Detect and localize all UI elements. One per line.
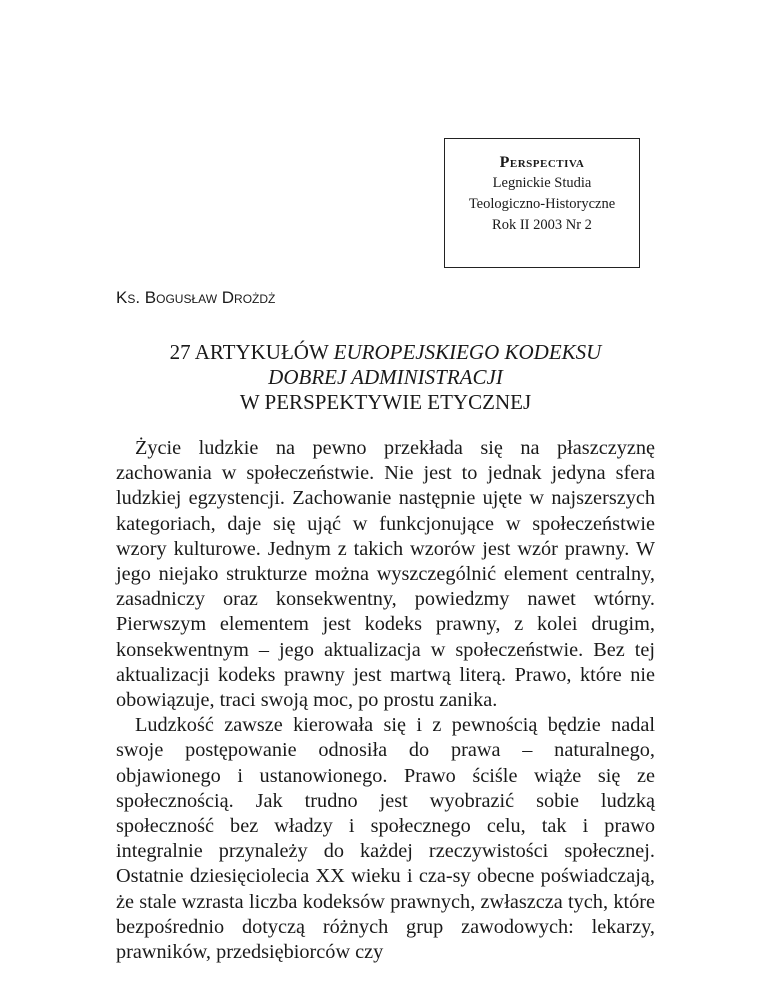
journal-issue-line: Rok II 2003 Nr 2 (492, 217, 592, 233)
article-title (116, 340, 655, 415)
title-text: 27 ARTYKUŁÓW (169, 340, 334, 364)
article-body (116, 436, 655, 965)
body-paragraph: Ludzkość zawsze kierowała się i z pewnością będzie nadal swoje postępowanie odnosiła do prawa – naturalnego, objawionego i ustanowionego. Prawo ściśle wiąże się ze społecznością. Jak trudno jest wyobrazić sobie ludzką społeczność bez władzy i społecznego celu, tak i prawo integralnie przynależy do każdej rzeczywistości społecznej. Ostatnie dziesięciolecia XX wieku i cza-sy obecne poświadczają, że stale wzrasta liczba kodeksów prawnych, zwłaszcza tych, które bezpośrednio dotyczą różnych grup zawodowych: lekarzy, prawników, przedsiębiorców czy (116, 714, 655, 964)
journal-info-box (444, 138, 640, 268)
body-paragraph: Życie ludzkie na pewno przekłada się na płaszczyznę zachowania w społeczeństwie. Nie jest to jednak jedyna sfera ludzkiej egzystencji. Zachowanie następnie ujęte w najszerszych kategoriach, daje się ująć w funkcjonujące w społeczeństwie wzory kulturowe. Jednym z takich wzorów jest wzór prawny. W jego niejako strukturze można wyszczególnić element centralny, zasadniczy oraz konsekwentny, powiedzmy nawet wtórny. Pierwszym elementem jest kodeks prawny, z kolei drugim, konsekwentnym – jego aktualizacja w społeczeństwie. Bez tej aktualizacji kodeks prawny jest martwą literą. Prawo, które nie obowiązuje, traci swoją moc, po prostu zanika. (116, 437, 655, 712)
title-line-3: W PERSPEKTYWIE ETYCZNEJ (239, 390, 532, 414)
author-name: Ks. Bogusław Drożdż (116, 288, 276, 307)
title-line-2: DOBREJ ADMINISTRACJI (268, 365, 503, 389)
journal-subtitle-line: Legnickie Studia (492, 175, 592, 191)
journal-subtitle-line: Teologiczno-Historyczne (468, 196, 616, 212)
title-italic-text: EUROPEJSKIEGO KODEKSU (333, 340, 602, 364)
title-line-1 (116, 340, 655, 365)
journal-name: Perspectiva (499, 154, 585, 171)
